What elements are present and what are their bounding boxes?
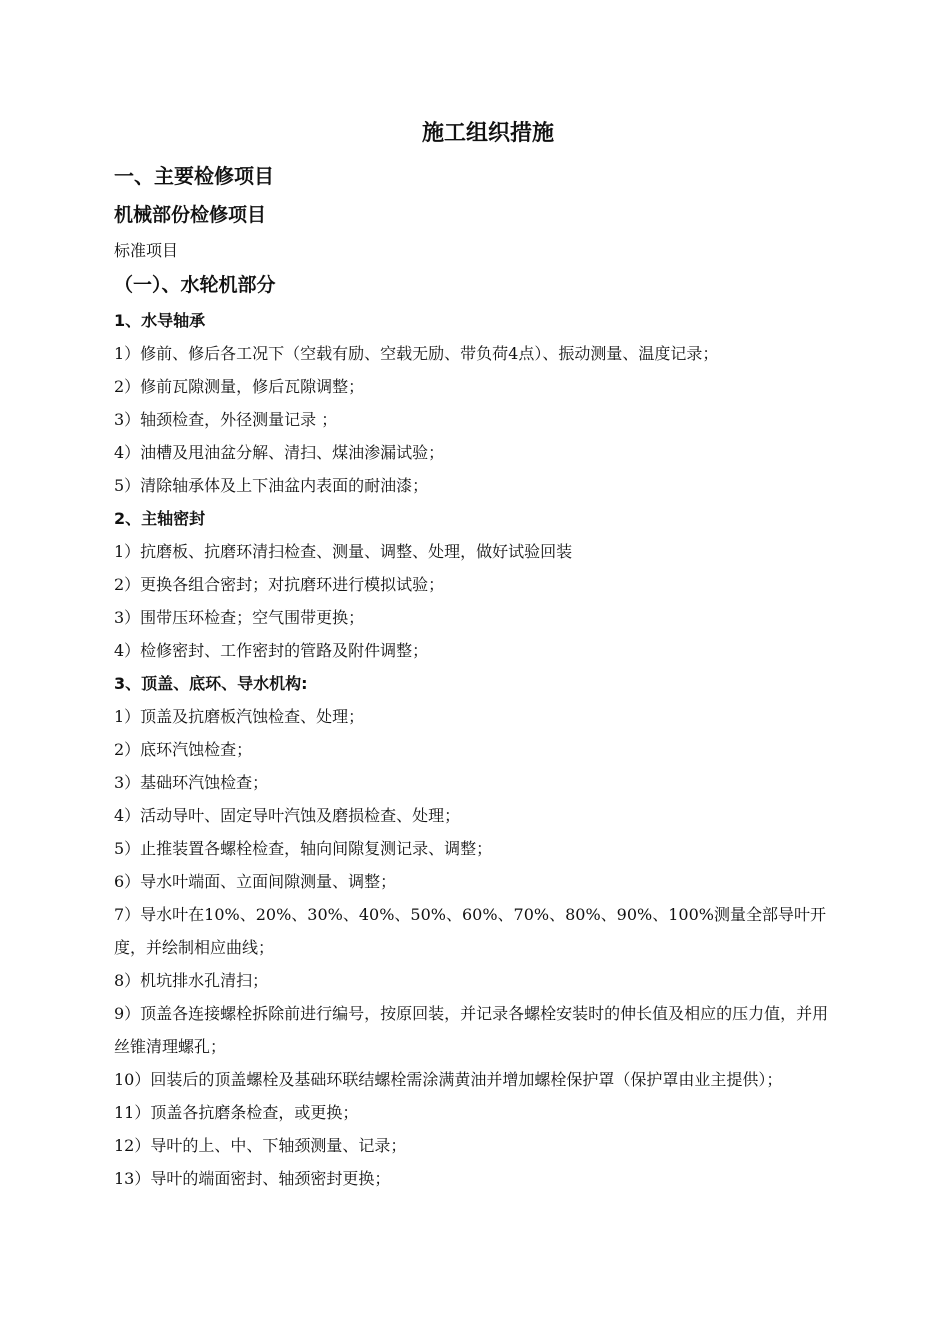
list-item: 5）清除轴承体及上下油盆内表面的耐油漆； (114, 476, 429, 495)
list-item: 5）止推装置各螺栓检查，轴向间隙复测记录、调整； (114, 839, 493, 858)
list-item: 8）机坑排水孔清扫； (114, 971, 269, 990)
list-item: 2）修前瓦隙测量，修后瓦隙调整； (114, 377, 365, 396)
list-item: 4）活动导叶、固定导叶汽蚀及磨损检查、处理； (114, 806, 461, 825)
group-heading: 1、水导轴承 (114, 311, 206, 330)
list-item: 4）检修密封、工作密封的管路及附件调整； (114, 641, 429, 660)
group-head-cover-bottom-ring (114, 667, 838, 1195)
list-item: 9）顶盖各连接螺栓拆除前进行编号，按原回装，并记录各螺栓安装时的伸长值及相应的压力值，并用丝锥清理螺孔； (114, 1004, 829, 1056)
list-item: 7）导水叶在10%、20%、30%、40%、50%、60%、70%、80%、90%、100%测量全部导叶开度，并绘制相应曲线； (114, 905, 826, 957)
group-water-guide-bearing (114, 304, 838, 502)
group-heading: 2、主轴密封 (114, 509, 206, 528)
list-item: 11）顶盖各抗磨条检查，或更换； (114, 1103, 359, 1122)
list-item: 3）轴颈检查，外径测量记录 ； (114, 410, 338, 429)
standard-items-label: 标准项目 (114, 241, 179, 260)
list-item: 6）导水叶端面、立面间隙测量、调整； (114, 872, 397, 891)
group-main-shaft-seal (114, 502, 838, 667)
list-item: 10）回装后的顶盖螺栓及基础环联结螺栓需涂满黄油并增加螺栓保护罩（保护罩由业主提供）； (114, 1070, 783, 1089)
list-item: 12）导叶的上、中、下轴颈测量、记录； (114, 1136, 407, 1155)
list-item: 4）油槽及甩油盆分解、清扫、煤油渗漏试验； (114, 443, 445, 462)
section-heading: 一、主要检修项目 (114, 164, 274, 188)
group-heading: 3、顶盖、底环、导水机构: (114, 674, 308, 693)
list-item: 1）顶盖及抗磨板汽蚀检查、处理； (114, 707, 365, 726)
list-item: 1）抗磨板、抗磨环清扫检查、测量、调整、处理，做好试验回装 (114, 542, 573, 561)
document-body (114, 112, 838, 1195)
list-item: 2）底环汽蚀检查； (114, 740, 253, 759)
part-heading: （一）、水轮机部分 (114, 274, 276, 296)
list-item: 3）基础环汽蚀检查； (114, 773, 269, 792)
subsection-heading: 机械部份检修项目 (114, 204, 267, 226)
list-item: 2）更换各组合密封；对抗磨环进行模拟试验； (114, 575, 445, 594)
list-item: 3）围带压环检查；空气围带更换； (114, 608, 365, 627)
list-item: 13）导叶的端面密封、轴颈密封更换； (114, 1169, 391, 1188)
list-item: 1）修前、修后各工况下（空载有励、空载无励、带负荷4点）、振动测量、温度记录； (114, 344, 719, 363)
document-title: 施工组织措施 (421, 121, 554, 146)
